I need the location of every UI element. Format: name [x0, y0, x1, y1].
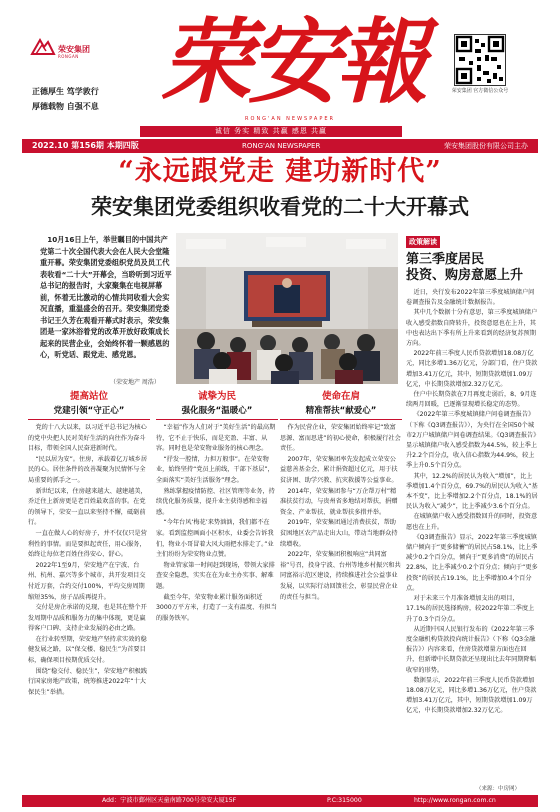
column-2	[156, 388, 278, 624]
footer-website[interactable]: http://www.rongan.com.cn	[414, 797, 496, 804]
column-paragraph: 新世纪以来，住房越来越大、越建越美，乔迁住上新房更是老百姓最欢喜的事。在党的领导下，荣安一直以来坚持不懈，砥砺前行。	[28, 487, 147, 527]
footer-postcode: P.C:315000	[327, 797, 362, 804]
qr-code-icon	[454, 34, 506, 86]
right-paragraph: 数据显示，2022年前三季度人民币贷款增加18.08万亿元，同比多增1.36万亿元，住户贷款增加3.41万亿元，其中，短期贷款增加1.09万亿元，中长期贷款增加2.32万亿元。	[406, 676, 537, 715]
issue-info: 2022.10 第156期 本期四版	[32, 141, 139, 150]
column-paragraph: 2007年，荣安集团率先发起成立荣安公益慈善基金会，累计捐资超过亿元，用于扶贫济困、助学兴教、抗灾救援等公益事业。	[280, 455, 398, 484]
issue-paper-name: RONG'AN NEWSPAPER	[242, 142, 321, 150]
column-paragraph: 2022年，荣安集团积极响应“共同富裕”号召，投身宁波、台州等地乡村振兴和共同富裕示范区建设，持续推进社会公益事业发展，以实际行动回馈社会，彰显民营企业的责任与担当。	[280, 551, 401, 601]
right-paragraph: 从近期中国人民银行发布的《2022年第三季度金融机构贷款投向统计报告》（下称《Q3金融报告》）内容来看，住房贷款增量方面也在回升，但新增中长期贷款还呈现出比去年同期降幅收窄的形势。	[406, 625, 536, 674]
masthead-en: RONG'AN NEWSPAPER	[245, 116, 335, 122]
column-title: 诚挚为民	[197, 391, 236, 402]
column-paragraph: “抒发一腔情，力担万般事”。在荣安物业，始终坚持“党员上前线，干部下基层”，全面落实“美好生活服务”理念。	[156, 455, 274, 484]
right-paragraph: 2022年前三季度人民币贷款增加18.08万亿元，同比多增1.36万亿元，分部门看，住户贷款增加3.41万亿元，其中，短期贷款增加1.09万亿元，中长期贷款增加2.32万亿元。	[406, 350, 538, 388]
column-paragraph: 2014年，荣安集团参与“万企帮万村”精准扶贫行动，与贵州省多地结对帮扶，捐赠资金、产业帮扶、就业帮扶多措并举。	[280, 487, 398, 516]
column-subtitle: 精准帮扶“献爱心”	[305, 406, 377, 416]
column-paragraph: 在行业转型期，荣安地产坚持求实效的稳健发展之路，以“保交楼、稳民生”为首要目标，确保项目按期优质交付。	[28, 635, 147, 665]
column-paragraph: “民以居为安”。住房，承载着亿万城乡居民的心。居住条件的改善凝聚为民情怀与全局重要的抓手之一。	[28, 455, 148, 484]
right-article-body	[406, 288, 538, 717]
column-paragraph: “今年台风‘梅花’来势汹汹，我们都不在家。看到监控画面小区积水，业委会告诉我们，物业小哥冒着大风大雨把水排走了。”业主们纷纷为荣安物业点赞。	[156, 519, 274, 559]
column-paragraph: 2019年，荣安集团通过消费扶贫，帮助贫困地区农产品走出大山，带动当地群众持续增收。	[280, 519, 398, 548]
column-title: 使命在肩	[321, 391, 360, 402]
column-title: 提高站位	[69, 391, 108, 402]
column-paragraph: 交付是房企承诺的兑现，也是其在整个开发周期中品质和服务力的集中体现，更是赢得客户口碑、支持企业发展的必由之路。	[28, 604, 147, 633]
main-headline: “永远跟党走 建功新时代”	[118, 156, 442, 187]
right-paragraph: 《Q3调查报告》显示，2022年第三季度城镇储户倾向于“更多储蓄”的居民占58.1%，比上季减少0.2个百分点，倾向于“更多消费”的居民占22.8%，比上季减少0.2个百分点；倾向于“更多投资”的居民占19.1%，比上季增加0.4个百分点。	[406, 533, 538, 592]
column-paragraph: 围绕“稳交付、稳民生”，荣安地产积极践行国家房地产政策，统筹推进2022年“十大保民生”举措。	[28, 667, 148, 696]
column-paragraph: 一直在做人心的好房子，并不仅仅只是营利性的事情。而是要担起责任，用心服务，始终让每位老百姓住得安心、舒心。	[28, 529, 147, 559]
column-paragraph: 截至今年，荣安物业累计服务面积近3000万平方米，打造了一支有温度、有担当的服务铁军。	[156, 593, 277, 622]
column-3	[280, 388, 402, 603]
logo-en: RONGAN	[58, 54, 79, 59]
column-paragraph: 党的十八大以来，以习近平总书记为核心的党中央把人民对美好生活的向往作为奋斗目标，带领全国人民奋进新时代。	[28, 424, 147, 453]
footer-bar	[22, 795, 538, 807]
issue-publisher: 荣安集团股份有限公司主办	[444, 142, 528, 150]
right-paragraph: 其中几个数据十分有意思，第三季度城镇储户收入感受指数自降转升，投资意愿也在上升，其中也表达出下季有所上升来看到的经济复苏预期方向。	[406, 309, 538, 348]
column-paragraph: 熟练掌握疫情防控、社区管理等业务，持续优化服务质量，提升业主获得感和幸福感。	[156, 487, 275, 516]
slogan-bar: 诚信 务实 精致 共赢 感恩 共赢	[140, 126, 402, 137]
meeting-photo	[176, 233, 398, 384]
right-title-line-2: 投资、购房意愿上升	[406, 268, 524, 283]
motto-line-2: 厚德载物 自强不息	[32, 102, 99, 111]
qr-caption: 荣安集团 官方微信公众号	[451, 88, 509, 94]
right-paragraph: 在城镇储户收入感受指数回升的同时，投资意愿也在上升。	[406, 513, 538, 531]
masthead: 荣安報	[160, 8, 425, 116]
column-subtitle: 党建引领“守正心”	[53, 406, 125, 416]
lead-paragraph: 10月16日上午，举世瞩目的中国共产党第二十次全国代表大会在人民大会堂隆重开幕。荣安集团党委组织党员及员工代表收看“二十大”开幕会，当聆听到习近平总书记的报告时，大家聚集在电视屏幕前，怀着无比激动的心情共同收看大会实况直播，重温盛会的召开。荣安集团党委书记王久芳在观看开幕式时表示，荣安集团是一家沐浴着党的改革开放好政策成长起来的民营企业，会始终怀着一颗感恩的心，听党话、跟党走、感党恩。	[40, 235, 172, 359]
right-paragraph: 近日，央行发布2022年第三季度城镇储户问卷调查报告及金融统计数据报告。	[406, 289, 535, 307]
right-paragraph: 《2022年第三季度城镇储户问卷调查报告》（下称《Q3调查报告》），为央行在全国50个城市2万户城镇储户问卷调查结果。《Q3调查报告》显示城镇储户收入感受指数为44.5%，较上季上升2.2个百分点，收入信心指数为44.9%，较上季上升0.5个百分点。	[406, 411, 538, 470]
column-paragraph: 物业管家第一时间赶到现场，带领大家排查安全隐患，实实在在为业主办实事、解难题。	[156, 561, 275, 590]
right-title-line-1: 第三季度居民	[406, 252, 485, 267]
issue-bar	[22, 139, 538, 153]
right-paragraph: 住户中长期贷款在7月再度走弱后，8、9月连续两月回暖，已逐渐显现增长稳定的态势。	[406, 391, 537, 409]
right-credit: （来源：中房网）	[476, 786, 521, 792]
lead-credit: （荣安地产 周浩）	[110, 379, 160, 386]
right-paragraph: 对于未来三个月准备增加支出的项目，17.1%的居民选择购房，较2022年第二季度上升了0.3个百分点。	[406, 595, 535, 623]
sub-headline: 荣安集团党委组织收看党的二十大开幕式	[91, 195, 469, 219]
footer-address: Add：宁波市鄞州区天童南路700号荣安大厦15F	[102, 797, 237, 804]
motto-line-1: 正德厚生 笃学敦行	[32, 87, 99, 96]
column-paragraph: 作为民营企业，荣安集团始终牢记“致富思源、富而思进”的初心使命，积极履行社会责任。	[280, 424, 401, 453]
policy-tag: 政策解读	[406, 236, 440, 248]
column-paragraph: “幸福”作为人们对于“美好生活”的最高期待，它不止于快乐，而是充盈、丰富、从容。同时也是荣安物业服务的核心理念。	[156, 424, 276, 453]
column-subtitle: 强化服务“温暖心”	[181, 406, 253, 416]
right-paragraph: 其中，12.2%的居民认为收入“增加”，比上季增加1.4个百分点，69.7%的居民认为收入“基本不变”，比上季增加2.2个百分点，18.1%的居民认为收入“减少”，比上季减少3.6个百分点。	[406, 472, 538, 511]
column-paragraph: 2022年1至9月，荣安地产在宁波、台州、杭州、嘉兴等多个城市，共开发项目交付近万套，合约交付100%，平均交房周期缩短35%，房子品质再提升。	[28, 561, 146, 601]
column-1	[28, 388, 150, 698]
logo-text: 荣安集团	[58, 45, 90, 54]
rongan-logo-icon	[30, 36, 56, 56]
